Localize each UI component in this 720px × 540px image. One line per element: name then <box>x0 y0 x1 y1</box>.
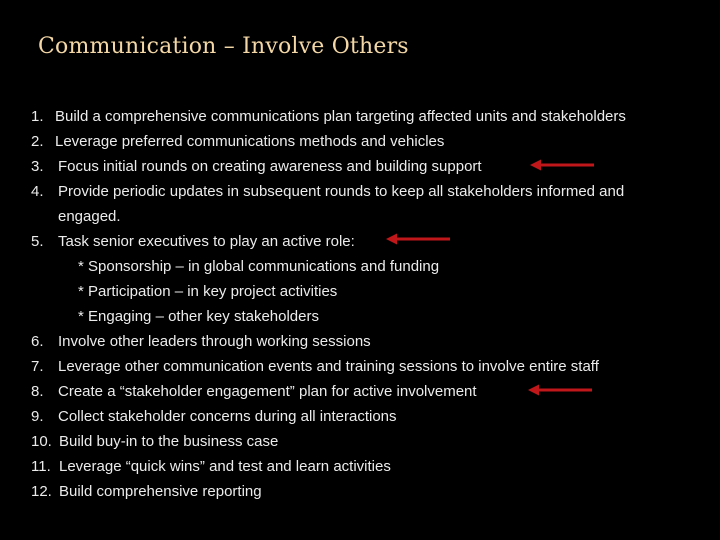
item-number: 8. <box>31 383 44 400</box>
item-text: Involve other leaders through working sessions <box>58 333 371 350</box>
item-text: Leverage “quick wins” and test and learn activities <box>59 458 391 475</box>
item-text: Task senior executives to play an active role: <box>58 233 355 250</box>
item-text: Focus initial rounds on creating awareness and building support <box>58 158 482 175</box>
item-number: 2. <box>31 133 44 150</box>
item-text: Build buy-in to the business case <box>59 433 279 450</box>
item-text: Create a “stakeholder engagement” plan for active involvement <box>58 383 477 400</box>
item-number: 1. <box>31 108 44 125</box>
item-text: Collect stakeholder concerns during all interactions <box>58 408 397 425</box>
item-number: 7. <box>31 358 44 375</box>
slide-title: Communication – Involve Others <box>38 34 409 59</box>
item-text: engaged. <box>58 208 121 225</box>
item-text: Provide periodic updates in subsequent rounds to keep all stakeholders informed and <box>58 183 625 200</box>
item-number: 9. <box>31 408 44 425</box>
item-number: 12. <box>31 483 52 500</box>
left-arrow-icon <box>528 383 594 397</box>
item-text: * Participation – in key project activities <box>78 283 338 300</box>
item-text: Leverage preferred communications methods and vehicles <box>55 133 445 150</box>
item-text: * Engaging – other key stakeholders <box>78 308 319 325</box>
item-number: 6. <box>31 333 44 350</box>
item-number: 3. <box>31 158 44 175</box>
item-number: 10. <box>31 433 52 450</box>
left-arrow-icon <box>530 158 596 172</box>
item-text: Build a comprehensive communications plan targeting affected units and stakeholders <box>55 108 626 125</box>
item-text: Leverage other communication events and training sessions to involve entire staff <box>58 358 599 375</box>
item-number: 4. <box>31 183 44 200</box>
item-text: Build comprehensive reporting <box>59 483 262 500</box>
item-number: 5. <box>31 233 44 250</box>
left-arrow-icon <box>386 232 452 246</box>
item-text: * Sponsorship – in global communications and funding <box>78 258 440 275</box>
item-number: 11. <box>31 458 51 475</box>
